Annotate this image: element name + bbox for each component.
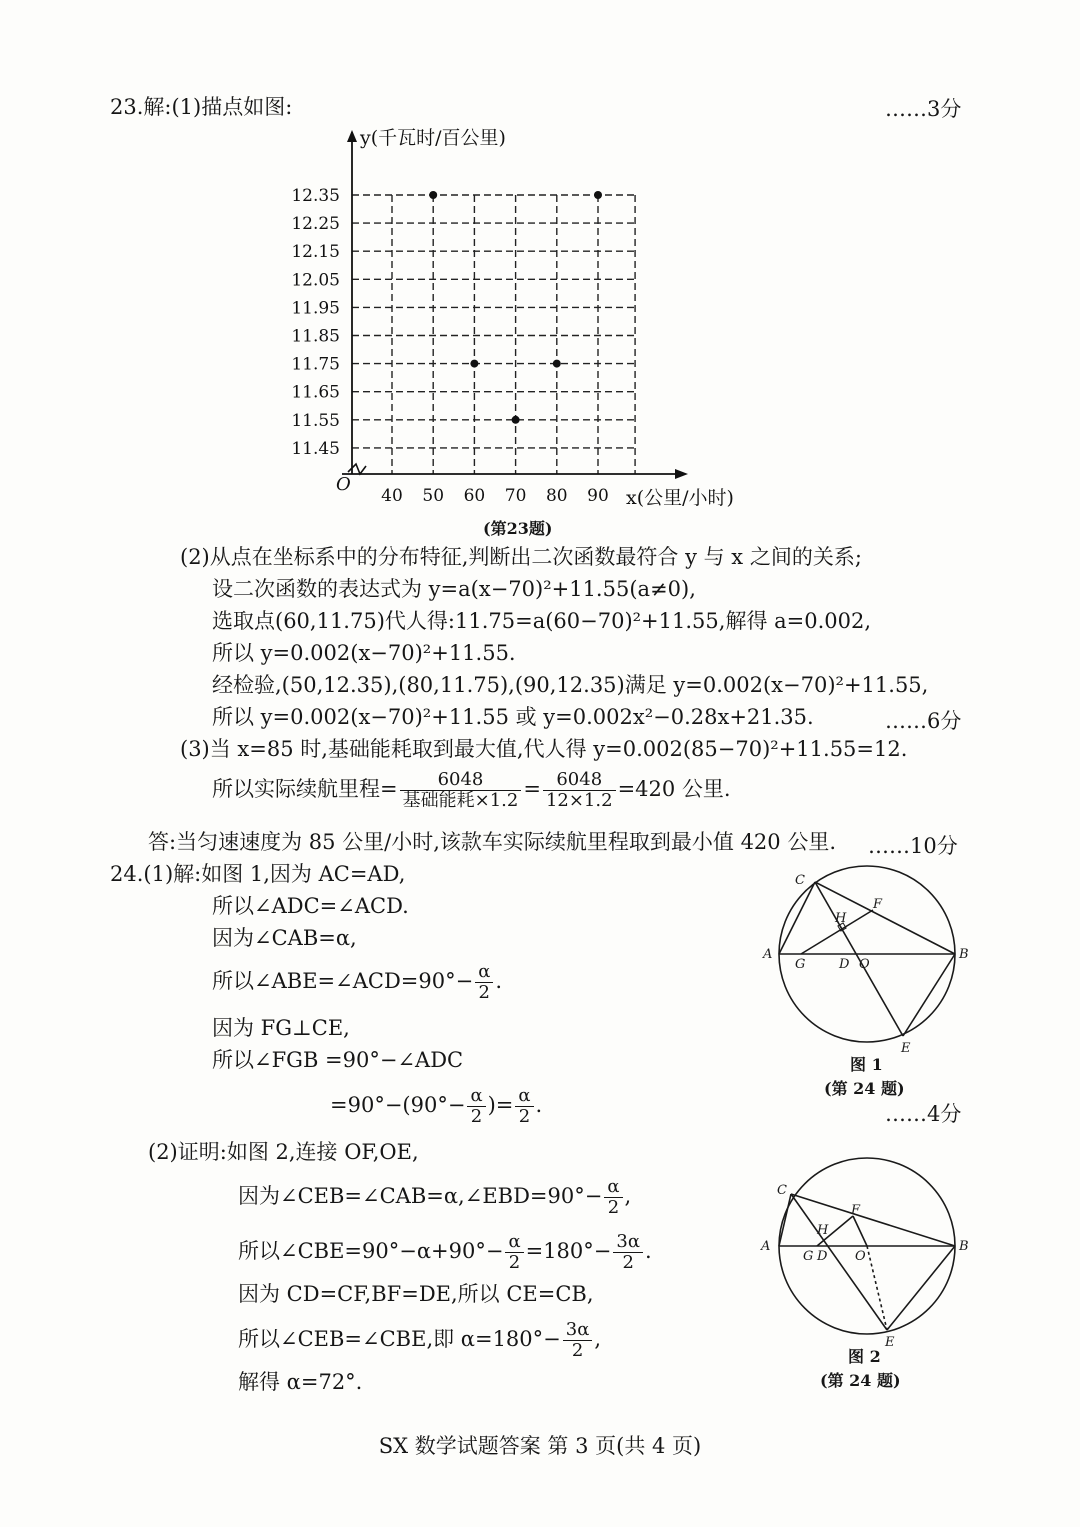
data-point: [470, 360, 478, 368]
x-tick-label: 40: [381, 486, 403, 506]
q24-part2-line3-fraction-2: [613, 1232, 643, 1273]
y-tick-label: 11.45: [291, 438, 340, 459]
fig1-chord-be: [903, 954, 955, 1036]
q24-part2-line2: [238, 1177, 631, 1218]
q23-fraction-2-num: 6048: [543, 770, 616, 791]
q24-part2-line5: [238, 1320, 601, 1361]
q24-part2-header: (2)证明:如图 2,连接 OF,OE,: [148, 1140, 419, 1164]
fig1-label-c: C: [795, 873, 805, 888]
q24-line7-text: =90°−(90°−: [330, 1093, 466, 1117]
fig2-label-c: C: [777, 1183, 787, 1198]
q24-line4-fraction: [475, 962, 493, 1003]
frac-num: 3α: [613, 1232, 643, 1253]
origin-label: O: [336, 474, 351, 495]
q23-part2-line3: 选取点(60,11.75)代人得:11.75=a(60−70)²+11.55,解得 a=0.002,: [212, 609, 872, 633]
q24-line2: 所以∠ADC=∠ACD.: [212, 894, 409, 918]
fig2-label-g: G: [803, 1249, 814, 1264]
fig1-chord-ac: [779, 882, 815, 954]
q23-score-1: ……3分: [885, 97, 962, 121]
q24-line4-end: .: [495, 969, 503, 993]
q24-line4: [212, 962, 502, 1003]
fig1-label-h: H: [835, 911, 847, 926]
frac-den: 2: [508, 1252, 521, 1273]
q24-line4-text: 所以∠ABE=∠ACD=90°−: [212, 969, 474, 993]
q24-line3: 因为∠CAB=α,: [212, 926, 357, 950]
fig2-label-h: H: [817, 1223, 829, 1238]
y-tick-label: 11.75: [291, 354, 340, 375]
fig1-label-f: F: [873, 897, 883, 912]
frac-den: 2: [470, 1106, 483, 1127]
q23-fraction-2-den: 12×1.2: [545, 790, 613, 811]
q24-part2-line3-mid: =180°−: [525, 1239, 612, 1263]
q24-line7-fraction-1: [467, 1086, 485, 1127]
frac-num: α: [467, 1086, 485, 1107]
fig2-label-f: F: [851, 1203, 861, 1218]
x-axis-title: x(公里/小时): [626, 487, 734, 509]
page-footer: SX 数学试题答案 第 3 页(共 4 页): [378, 1434, 702, 1458]
q24-line7: [330, 1086, 542, 1127]
q23-scatter-chart: [290, 122, 750, 522]
fig2-label-o: O: [855, 1249, 866, 1264]
fig1-label-o: O: [859, 957, 870, 972]
q23-fraction-1: [400, 770, 522, 811]
x-tick-label: 60: [463, 486, 486, 506]
data-point: [594, 191, 602, 199]
q23-part2-line1: (2)从点在坐标系中的分布特征,判断出二次函数最符合 y 与 x 之间的关系;: [180, 545, 862, 569]
q24-line7-end: .: [535, 1093, 543, 1117]
x-tick-label: 70: [504, 486, 527, 506]
q24-line7-fraction-2: [515, 1086, 533, 1127]
y-tick-label: 12.35: [291, 186, 340, 206]
y-tick-label: 12.25: [291, 214, 340, 235]
frac-num: α: [505, 1232, 523, 1253]
data-point: [512, 416, 520, 424]
frac-den: 2: [571, 1340, 584, 1361]
q24-header: 24.(1)解:如图 1,因为 AC=AD,: [110, 862, 406, 886]
q24-part2-line4: 因为 CD=CF,BF=DE,所以 CE=CB,: [238, 1282, 594, 1306]
fig2-label-a: A: [761, 1239, 771, 1254]
q23-part3-line2: [212, 770, 731, 811]
y-tick-label: 11.85: [291, 326, 340, 347]
q24-figure-1-label: 图 1: [850, 1055, 883, 1074]
q23-fraction-1-num: 6048: [400, 770, 522, 791]
q24-part2-line2-end: ,: [624, 1184, 632, 1208]
q23-header: 23.解:(1)描点如图:: [110, 95, 293, 119]
fig1-label-e: E: [901, 1041, 911, 1056]
q23-score-2: ……6分: [885, 709, 962, 733]
q24-part2-line5-end: ,: [594, 1327, 602, 1351]
data-point: [429, 191, 437, 199]
x-axis-arrow: [675, 469, 688, 479]
data-point: [553, 360, 561, 368]
q23-part3-prefix: 所以实际续航里程=: [212, 777, 398, 801]
q24-part2-line3-text: 所以∠CBE=90°−α+90°−: [238, 1239, 504, 1263]
q24-line5: 因为 FG⊥CE,: [212, 1016, 350, 1040]
q24-figure-2-caption: (第 24 题): [820, 1371, 901, 1390]
q24-part2-line3: [238, 1232, 652, 1273]
q24-figure-1: [755, 860, 995, 1060]
fig2-label-e: E: [885, 1335, 895, 1350]
q24-part2-line5-text: 所以∠CEB=∠CBE,即 α=180°−: [238, 1327, 561, 1351]
fig1-label-b: B: [959, 947, 969, 962]
q23-fraction-1-den: 基础能耗×1.2: [402, 790, 519, 811]
fig1-label-d: D: [839, 957, 850, 972]
frac-num: α: [604, 1177, 622, 1198]
fig2-segment-oe: [867, 1246, 887, 1330]
q24-part2-line3-end: .: [644, 1239, 652, 1263]
fig2-chord-cb: [791, 1194, 955, 1246]
q23-part2-line2: 设二次函数的表达式为 y=a(x−70)²+11.55(a≠0),: [212, 577, 696, 601]
q23-answer: 答:当匀速速度为 85 公里/小时,该款车实际续航里程取到最小值 420 公里.: [148, 830, 837, 854]
x-tick-label: 80: [545, 486, 568, 506]
q24-figure-2: [755, 1150, 995, 1350]
fig2-chord-ac: [779, 1194, 791, 1246]
q24-line7-mid: )=: [487, 1093, 514, 1117]
frac-num: α: [475, 962, 493, 983]
frac-den: 2: [478, 982, 490, 1003]
q23-score-3: ……10分: [868, 834, 958, 858]
q23-part2-line5: 经检验,(50,12.35),(80,11.75),(90,12.35)满足 y=0.002(x−70)²+11.55,: [212, 673, 929, 697]
q24-line6: 所以∠FGB =90°−∠ADC: [212, 1048, 464, 1072]
y-tick-label: 12.05: [291, 270, 340, 291]
q23-part3-suffix: =420 公里.: [617, 777, 731, 801]
q23-chart-caption: (第23题): [483, 519, 553, 538]
y-tick-label: 11.55: [291, 410, 340, 431]
q23-part2-line4: 所以 y=0.002(x−70)²+11.55.: [212, 641, 516, 665]
x-tick-label: 50: [422, 486, 445, 506]
fig1-label-a: A: [763, 947, 773, 962]
fig1-label-g: G: [795, 957, 806, 972]
y-axis-title: y(千瓦时/百公里): [360, 127, 506, 149]
y-tick-label: 11.65: [291, 382, 340, 403]
x-tick-label: 90: [587, 486, 609, 506]
q24-part2-line2-fraction: [604, 1177, 622, 1218]
y-axis-arrow: [347, 130, 357, 142]
q24-score-4: ……4分: [885, 1102, 962, 1126]
q23-part3-eq: =: [523, 777, 541, 801]
fig2-segment-of: [853, 1216, 867, 1246]
q24-part2-line2-text: 因为∠CEB=∠CAB=α,∠EBD=90°−: [238, 1184, 603, 1208]
frac-num: α: [515, 1086, 533, 1107]
fig2-label-d: D: [817, 1249, 828, 1264]
q23-part3-line1: (3)当 x=85 时,基础能耗取到最大值,代人得 y=0.002(85−70)²+11.55=12.: [180, 737, 908, 761]
q24-part2-line5-fraction: [563, 1320, 593, 1361]
frac-den: 2: [607, 1197, 620, 1218]
q24-figure-2-label: 图 2: [848, 1347, 881, 1366]
q23-part2-line6: 所以 y=0.002(x−70)²+11.55 或 y=0.002x²−0.28x+21.35.: [212, 705, 814, 729]
y-tick-label: 11.95: [291, 298, 340, 319]
q24-part2-line6: 解得 α=72°.: [238, 1370, 363, 1394]
frac-den: 2: [518, 1106, 531, 1127]
y-tick-label: 12.15: [291, 242, 340, 263]
q24-figure-1-caption: (第 24 题): [824, 1079, 905, 1098]
q24-part2-line3-fraction-1: [505, 1232, 523, 1273]
frac-num: 3α: [563, 1320, 593, 1341]
frac-den: 2: [622, 1252, 634, 1273]
axis-break-mark: [348, 464, 366, 474]
q23-fraction-2: [543, 770, 616, 811]
fig2-label-b: B: [959, 1239, 969, 1254]
